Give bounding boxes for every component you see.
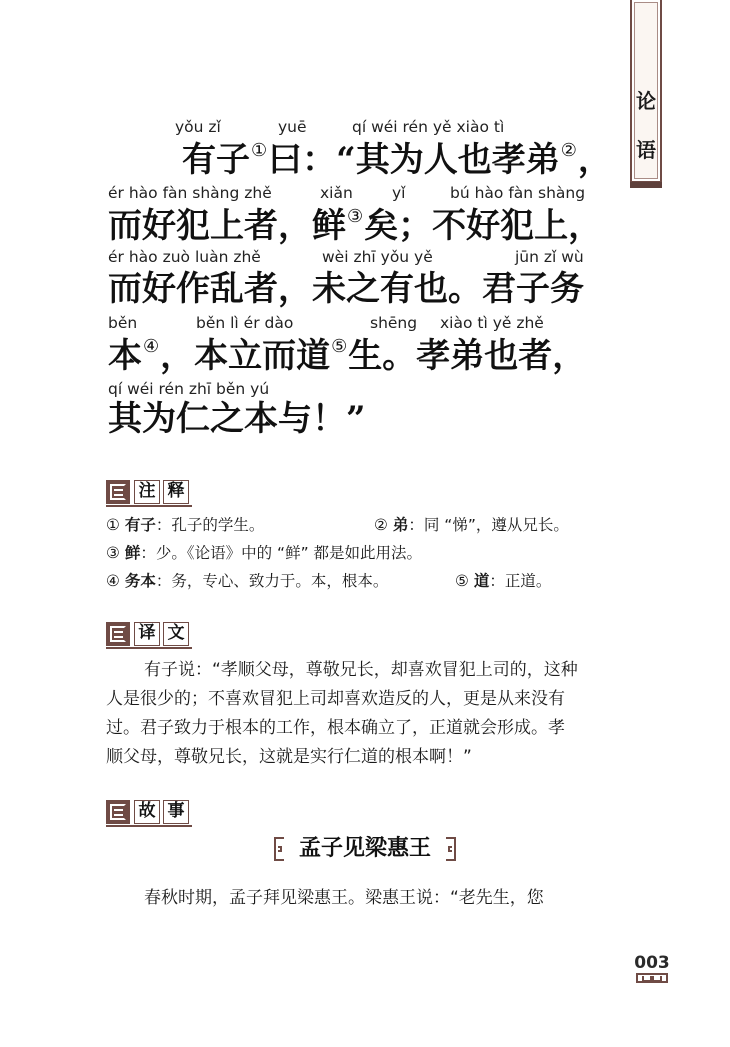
story-title: 孟子见梁惠王: [298, 836, 431, 861]
note-term: 弟: [392, 516, 409, 534]
pinyin-group: yǒu zǐ: [175, 118, 221, 136]
book-title-char-1: 论: [636, 89, 656, 113]
footnote-marker: ①: [251, 140, 268, 161]
classic-text-segment: 其为仁之本与！”: [108, 399, 366, 439]
note-4: [106, 574, 388, 590]
notes-icon: [106, 480, 130, 504]
story-icon: [106, 800, 130, 824]
classic-line-4: [108, 336, 587, 376]
story-line-1: 春秋时期，孟子拜见梁惠王。梁惠王说：“老先生，您: [144, 888, 544, 908]
pinyin-group: jūn zǐ wù: [515, 248, 584, 266]
note-text: ：少。《论语》中的 “鲜” 都是如此用法。: [140, 544, 423, 562]
classic-text-segment: 而好作乱者，未之有也。君子务: [108, 269, 584, 309]
book-title-char-2: 语: [636, 138, 656, 162]
pinyin-group: yuē: [278, 118, 307, 136]
translation-line-3: 过。君子致力于根本的工作，根本确立了，正道就会形成。孝: [106, 718, 565, 738]
book-title-tab: [630, 0, 662, 183]
translation-header-char-1: 译: [134, 622, 160, 646]
pinyin-group: ér hào fàn shàng zhě: [108, 184, 272, 202]
note-number: ③: [106, 544, 120, 562]
story-header-char-1: 故: [134, 800, 160, 824]
pinyin-group: běn lì ér dào: [196, 314, 294, 332]
classic-text-segment: 矣；不好犯上，: [364, 206, 603, 246]
title-bracket-right: [446, 837, 456, 861]
footnote-marker: ⑤: [331, 336, 348, 357]
note-3: [106, 546, 422, 562]
classic-text-segment: 有子: [182, 140, 250, 180]
note-number: ⑤: [455, 572, 469, 590]
note-5: [455, 574, 551, 590]
pinyin-group: běn: [108, 314, 138, 332]
section-underline: [106, 505, 192, 507]
note-1: [106, 518, 264, 534]
note-term: 鲜: [124, 544, 141, 562]
translation-line-2: 人是很少的；不喜欢冒犯上司却喜欢造反的人，更是从来没有: [106, 689, 565, 709]
pinyin-group: qí wéi rén yě xiào tì: [352, 118, 505, 136]
pinyin-group: shēng: [370, 314, 418, 332]
pinyin-group: wèi zhī yǒu yě: [322, 248, 433, 266]
note-term: 道: [473, 572, 490, 590]
note-number: ②: [374, 516, 388, 534]
pinyin-group: qí wéi rén zhī běn yú: [108, 380, 270, 398]
note-number: ①: [106, 516, 120, 534]
translation-line-4: 顺父母，尊敬兄长，这就是实行仁道的根本啊！”: [106, 747, 472, 767]
pinyin-group: xiào tì yě zhě: [440, 314, 544, 332]
pinyin-group: yǐ: [392, 184, 406, 202]
notes-header-char-1: 注: [134, 480, 160, 504]
pinyin-group: bú hào fàn shàng: [450, 184, 586, 202]
pinyin-group: xiǎn: [320, 184, 353, 202]
notes-header-char-2: 释: [163, 480, 189, 504]
classic-line-3: [108, 269, 584, 309]
note-term: 有子: [124, 516, 156, 534]
section-underline: [106, 647, 192, 649]
story-header-char-2: 事: [163, 800, 189, 824]
classic-line-5: [108, 399, 366, 439]
classic-text-segment: 曰：“其为人也孝弟: [268, 140, 560, 180]
classic-text-segment: 而好犯上者，鲜: [108, 206, 346, 246]
section-underline: [106, 825, 192, 827]
note-text: ：正道。: [489, 572, 552, 590]
classic-text-segment: 本: [108, 336, 142, 376]
page-number: 003: [634, 953, 670, 973]
note-text: ：务，专心、致力于。本，根本。: [155, 572, 389, 590]
translation-icon: [106, 622, 130, 646]
page-number-ornament: [636, 973, 668, 983]
classic-text-segment: 生。孝弟也者，: [348, 336, 587, 376]
pinyin-group: ér hào zuò luàn zhě: [108, 248, 261, 266]
note-text: ：孔子的学生。: [155, 516, 265, 534]
translation-header-char-2: 文: [163, 622, 189, 646]
classic-line-1: [182, 140, 612, 180]
classic-text-segment: ，: [577, 140, 612, 180]
note-text: ：同 “悌”，遵从兄长。: [408, 516, 569, 534]
footnote-marker: ②: [560, 140, 577, 161]
classic-text-segment: ，本立而道: [160, 336, 331, 376]
classic-line-2: [108, 206, 603, 246]
note-number: ④: [106, 572, 120, 590]
note-term: 务本: [124, 572, 156, 590]
translation-line-1: 有子说：“孝顺父母，尊敬兄长，却喜欢冒犯上司的，这种: [144, 660, 578, 680]
footnote-marker: ④: [143, 336, 160, 357]
footnote-marker: ③: [347, 206, 364, 227]
note-2: [374, 518, 569, 534]
